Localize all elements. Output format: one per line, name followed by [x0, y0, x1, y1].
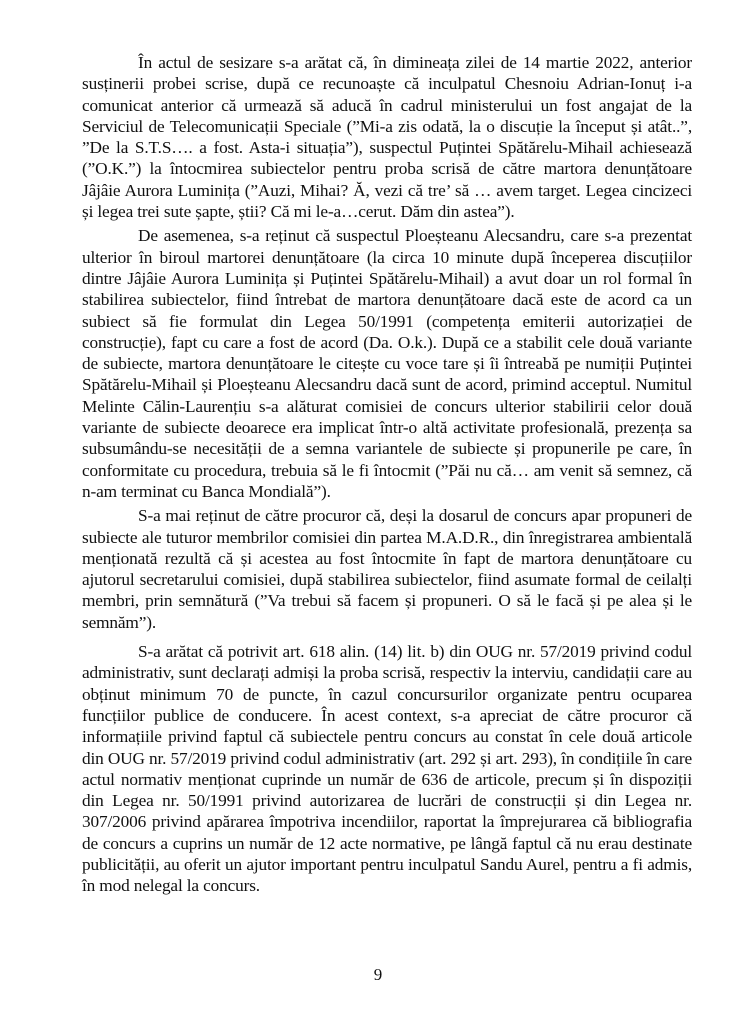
- page-number: 9: [373, 965, 383, 984]
- paragraph-1: În actul de sesizare s-a arătat că, în dimineața zilei de 14 martie 2022, anterior susținerii probei scrise, după ce recunoaște că inculpatul Chesnoiu Adrian-Ionuț i-a comunicat anterior că urmează să aducă în cadrul ministerului un fost angajat de la Serviciul de Telecomunicații Speciale (”Mi-a zis odată, la o discuție la început și atât..”, ”De la S.T.S…. a fost. Asta-i situația”), suspectul Puținteі Spătărelu-Mihail achiesează (”O.K.”) la întocmirea subiectelor pentru proba scrisă de către martora denunțătoare Jâjâie Aurora Luminița (”Auzi, Mihai? Ă, vezi că tre’ să … avem target. Legea cincizeci și legea trei sute șapte, știi? Că mi le-a…cerut. Dăm din astea”).: [82, 53, 692, 222]
- document-body: [82, 52, 692, 900]
- paragraph-4: S-a arătat că potrivit art. 618 alin. (14) lit. b) din OUG nr. 57/2019 privind codul administrativ, sunt declarați admiși la proba scrisă, respectiv la interviu, candidații care au obținut minimum 70 de puncte, în cazul concursurilor organizate pentru ocuparea funcțiilor publice de conducere. În acest context, s-a apreciat de către procuror că informațiile privind faptul că subiectele pentru concurs au constat în cele două articole din OUG nr. 57/2019 privind codul administrativ (art. 292 și art. 293), în condițiile în care actul normativ menționat cuprinde un număr de 636 de articole, precum și în dispoziții din Legea nr. 50/1991 privind autorizarea de lucrări de construcții și din Legea nr. 307/2006 privind apărarea împotriva incendiilor, raportat la împrejurarea că bibliografia de concurs a cuprins un număr de 12 acte normative, pe lângă faptul că nu erau destinate publicității, au oferit un ajutor important pentru inculpatul Sandu Aurel, pentru a fi admis, în mod nelegal la concurs.: [82, 642, 692, 896]
- paragraph-3: S-a mai reținut de către procuror că, deși la dosarul de concurs apar propuneri de subiecte ale tuturor membrilor comisiei din partea M.A.D.R., din înregistrarea ambientală menționată rezultă că și acestea au fost întocmite în fapt de martora denunțătoare cu ajutorul secretarului comisiei, după stabilirea subiectelor, fiind asumate formal de ceilalți membri, prin semnătură (”Va trebui să facem și propuneri. O să le facă și pe alea și le semnăm”).: [82, 506, 692, 632]
- paragraph-2: De asemenea, s-a reținut că suspectul Ploeșteanu Alecsandru, care s-a prezentat ulterior în biroul martorei denunțătoare (la circa 10 minute după începerea discuțiilor dintre Jâjâie Aurora Luminița și Puținteі Spătărelu-Mihail) a avut doar un rol formal în stabilirea subiectelor, fiind întrebat de martora denunțătoare dacă este de acord ca un subiect să fie formulat din Legea 50/1991 (competența emiterii autorizației de construcție), fapt cu care a fost de acord (Da. O.k.). După ce a stabilit cele două variante de subiecte, martora denunțătoare le citește cu voce tare și îi întreabă pe numiții Puținteі Spătărelu-Mihail și Ploeșteanu Alecsandru dacă sunt de acord, primind acceptul. Numitul Melinte Călin-Laurențiu s-a alăturat comisiei de concurs ulterior stabilirii celor două variante de subiecte deoarece era implicat într-o altă activitate profesională, prezența sa subsumându-se necesității de a semna variantele de subiecte și propunerile pe care, în conformitate cu procedura, trebuia să le fi întocmit (”Păi nu că… am venit să semnez, că n-am terminat cu Banca Mondială”).: [82, 226, 692, 501]
